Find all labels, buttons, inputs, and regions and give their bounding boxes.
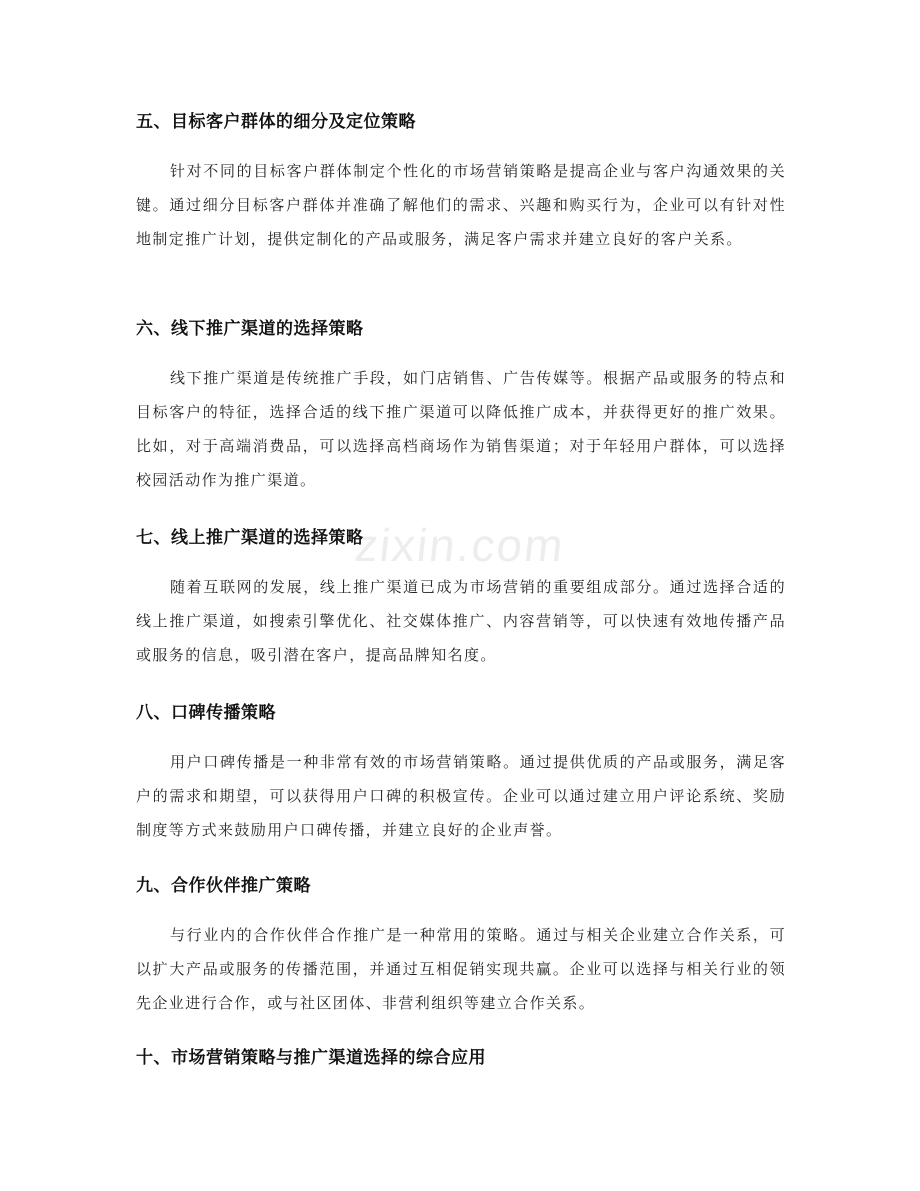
section-heading: 六、线下推广渠道的选择策略 — [136, 319, 364, 339]
section-6 — [136, 317, 786, 497]
section-paragraph: 线下推广渠道是传统推广手段，如门店销售、广告传媒等。根据产品或服务的特点和目标客户的特征，选择合适的线下推广渠道可以降低推广成本，并获得更好的推广效果。比如，对于高端消费品，可以选择高档商场作为销售渠道；对于年轻用户群体，可以选择校园活动作为推广渠道。 — [136, 369, 786, 489]
section-heading: 五、目标客户群体的细分及定位策略 — [136, 112, 416, 132]
section-5 — [136, 110, 786, 256]
section-7 — [136, 526, 786, 672]
section-paragraph: 与行业内的合作伙伴合作推广是一种常用的策略。通过与相关企业建立合作关系，可以扩大产品或服务的传播范围，并通过互相促销实现共赢。企业可以选择与相关行业的领先企业进行合作，或与社区团体、非营利组织等建立合作关系。 — [136, 926, 786, 1012]
section-10 — [136, 1046, 786, 1070]
section-heading: 十、市场营销策略与推广渠道选择的综合应用 — [136, 1048, 486, 1068]
watermark: zixin.com — [352, 519, 568, 571]
section-heading: 七、线上推广渠道的选择策略 — [136, 528, 364, 548]
section-9 — [136, 874, 786, 1020]
section-heading: 九、合作伙伴推广策略 — [136, 876, 311, 896]
section-8 — [136, 701, 786, 847]
section-paragraph: 随着互联网的发展，线上推广渠道已成为市场营销的重要组成部分。通过选择合适的线上推广渠道，如搜索引擎优化、社交媒体推广、内容营销等，可以快速有效地传播产品或服务的信息，吸引潜在客户，提高品牌知名度。 — [136, 578, 786, 664]
section-paragraph: 针对不同的目标客户群体制定个性化的市场营销策略是提高企业与客户沟通效果的关键。通过细分目标客户群体并准确了解他们的需求、兴趣和购买行为，企业可以有针对性地制定推广计划，提供定制化的产品或服务，满足客户需求并建立良好的客户关系。 — [136, 162, 786, 248]
section-paragraph: 用户口碑传播是一种非常有效的市场营销策略。通过提供优质的产品或服务，满足客户的需求和期望，可以获得用户口碑的积极宣传。企业可以通过建立用户评论系统、奖励制度等方式来鼓励用户口碑传播，并建立良好的企业声誉。 — [136, 753, 786, 839]
section-heading: 八、口碑传播策略 — [136, 703, 276, 723]
